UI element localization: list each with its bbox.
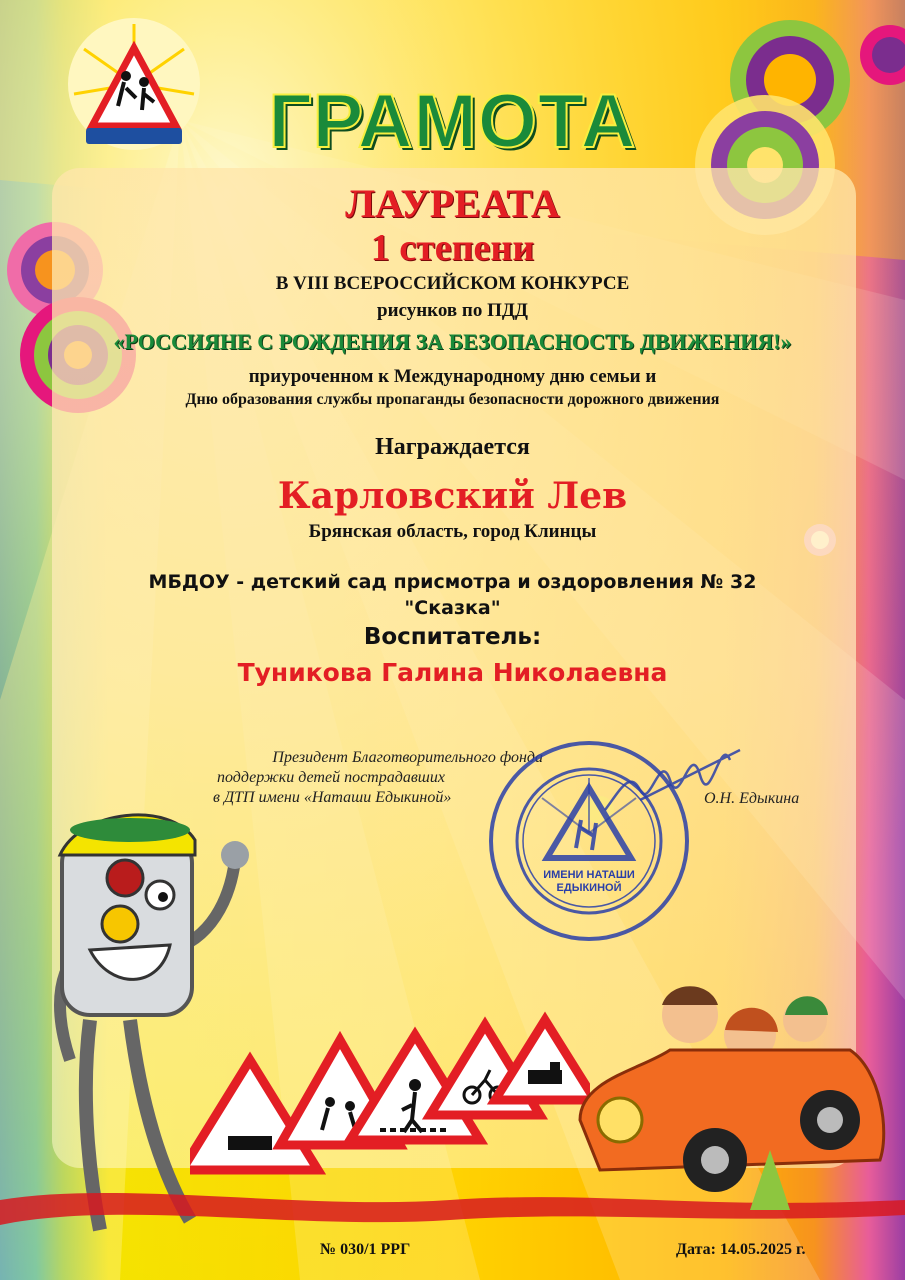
stamp-center-line-2: ЕДЫКИНОЙ bbox=[556, 882, 622, 894]
signature-scribble bbox=[600, 730, 750, 830]
signature-line-2: поддержки детей пострадавших bbox=[217, 769, 445, 786]
drawings-line: рисунков по ПДД bbox=[377, 300, 528, 321]
contest-slogan: «РОССИЯНЕ С РОЖДЕНИЯ ЗА БЕЗОПАСНОСТЬ ДВИЖЕНИЯ!» bbox=[113, 329, 792, 354]
recipient-region: Брянская область, город Клинцы bbox=[308, 521, 597, 542]
contest-line: В VIII ВСЕРОССИЙСКОМ КОНКУРСЕ bbox=[275, 273, 630, 294]
educator-name: Туникова Галина Николаевна bbox=[237, 658, 668, 687]
car-with-children bbox=[560, 960, 900, 1210]
recipient-name: Карловский Лев bbox=[277, 475, 628, 517]
educator-label: Воспитатель: bbox=[363, 624, 542, 650]
signature-line-3: в ДТП имени «Наташи Едыкиной» bbox=[213, 789, 452, 806]
dedication-line-2: Дню образования службы пропаганды безопасности дорожного движения bbox=[185, 391, 720, 408]
dedication-line-1: приуроченном к Международному дню семьи и bbox=[248, 366, 657, 387]
laureate-label: ЛАУРЕАТА bbox=[345, 181, 560, 226]
signature-name: О.Н. Едыкина bbox=[704, 790, 800, 807]
certificate-number: № 030/1 РРГ bbox=[320, 1241, 411, 1258]
signature-line-1: Президент Благотворительного фонда bbox=[272, 749, 543, 766]
organization-line-2: "Сказка" bbox=[404, 597, 501, 619]
certificate-date: Дата: 14.05.2025 г. bbox=[676, 1241, 806, 1258]
awarded-label: Награждается bbox=[375, 434, 530, 460]
certificate-title: ГРАМОТА bbox=[268, 79, 637, 164]
stamp-center-line-1: ИМЕНИ НАТАШИ bbox=[543, 869, 635, 881]
degree-label: 1 степени bbox=[370, 227, 535, 269]
organization-line-1: МБДОУ - детский сад присмотра и оздоровления № 32 bbox=[148, 571, 757, 593]
